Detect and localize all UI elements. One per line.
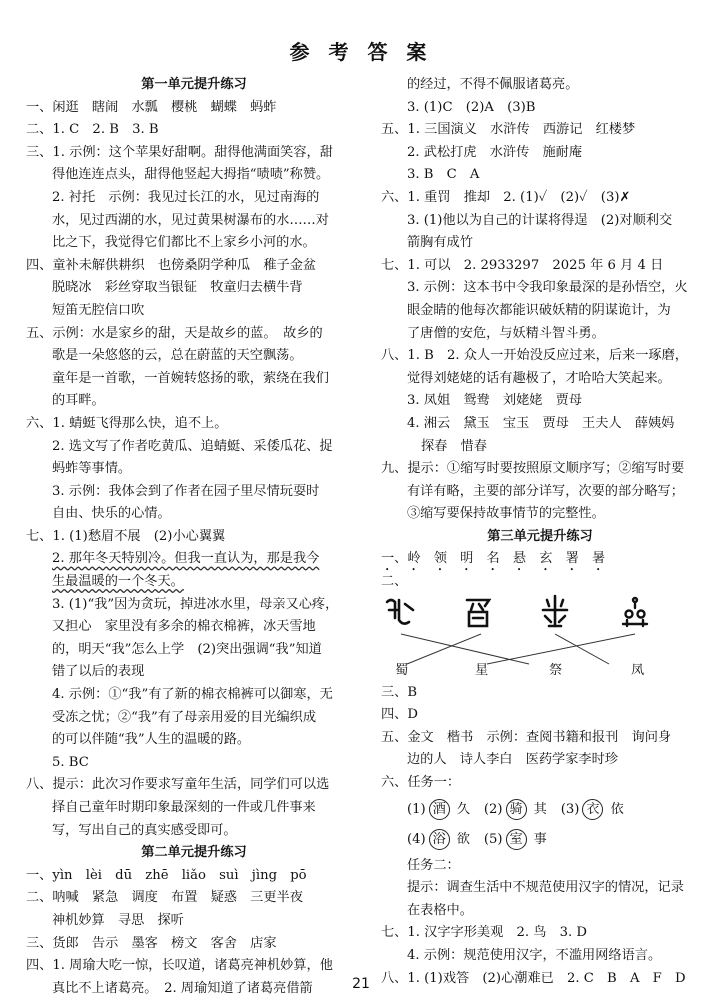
answer-line: 箭胸有成竹 xyxy=(407,235,473,251)
answer-line: 3. 示例：我体会到了作者在园子里尽情玩耍时 xyxy=(52,483,320,499)
task-row xyxy=(381,825,699,855)
answer-line: 八、1. (1)戏答 (2)心潮难已 2. C B A F D xyxy=(381,970,686,986)
answer-line: 了唐僧的安危，与妖精斗智斗勇。 xyxy=(407,325,605,341)
answer-line: 一、yìn lèi dū zhē liǎo suì jìng pō xyxy=(26,867,307,883)
page-title: 参 考 答 案 xyxy=(289,40,433,64)
answer-line: 有详有略，主要的部分详写，次要的部分略写； xyxy=(407,483,684,499)
task-item-number: (1) xyxy=(407,801,426,817)
answer-line: 3. B C A xyxy=(407,167,480,183)
circled-char: 酒 xyxy=(429,799,450,820)
ancient-xing-glyph-icon xyxy=(467,600,489,626)
answer-line: 3. (1)他以为自己的计谋将得逞 (2)对顺利交 xyxy=(407,212,673,228)
answer-line: 六、1. 蜻蜓飞得那么快，追不上。 xyxy=(26,415,228,431)
answer-line: 2. 武松打虎 水浒传 施耐庵 xyxy=(407,144,583,160)
task-row xyxy=(381,795,699,825)
left-column xyxy=(26,74,362,1000)
answer-line: 一、岭 领 明 名 悬 玄 署 暑 xyxy=(381,551,606,567)
task-item-answer: 依 xyxy=(610,801,624,817)
right-lines-c xyxy=(381,855,699,991)
answer-line: 二、呐喊 紧急 调度 布置 疑惑 三更半夜 xyxy=(26,890,303,906)
ancient-feng-glyph-icon xyxy=(623,598,647,626)
answer-line: 八、1. B 2. 众人一开始没反应过来，后来一琢磨， xyxy=(381,348,688,364)
answer-line: 写，写出自己的真实感受即可。 xyxy=(52,822,237,838)
answer-line: 短笛无腔信口吹 xyxy=(52,302,145,318)
answer-line: 水，见过西湖的水，见过黄果树瀑布的水……对 xyxy=(52,212,329,228)
answer-line: 蚂蚱等事情。 xyxy=(52,461,132,477)
answer-line: 比之下，我觉得它们都比不上家乡小河的水。 xyxy=(52,235,316,251)
answer-line: 3. (1)C (2)A (3)B xyxy=(407,99,536,115)
right-lines-a xyxy=(381,74,699,594)
ancient-char-matching xyxy=(381,594,699,682)
answer-line: 三、B xyxy=(381,684,418,700)
circled-char: 衣 xyxy=(582,799,603,820)
answer-line: 又担心 家里没有多余的棉衣棉裤，冰天雪地 xyxy=(52,619,316,635)
answer-line: 错了以后的表现 xyxy=(52,664,145,680)
answer-line: 三、货郎 告示 墨客 榜文 客舍 店家 xyxy=(26,935,277,951)
answer-line: 歌是一朵悠悠的云，总在蔚蓝的天空飘荡。 xyxy=(52,348,303,364)
answer-line: ③缩写要保持故事情节的完整性。 xyxy=(407,506,605,522)
task-one-rows xyxy=(381,795,699,855)
page-number: 21 xyxy=(352,976,370,992)
answer-line: 2. 衬托 示例：我见过长江的水，见过南海的 xyxy=(52,189,320,205)
answer-line: 五、金文 楷书 示例：查阅书籍和报刊 询问身 xyxy=(381,729,672,745)
circled-char: 骑 xyxy=(506,799,527,820)
answer-line: 择自己童年时期印象最深刻的一件或几件事来 xyxy=(52,800,316,815)
matching-diagram xyxy=(381,594,699,682)
answer-line: 4. 示例：规范使用汉字，不滥用网络语言。 xyxy=(407,948,662,963)
answer-line: 2. 那年冬天特别冷。但我一直认为，那是我今 xyxy=(52,551,320,567)
answer-line: 四、D xyxy=(381,707,418,723)
match-char-3: 祭 xyxy=(549,662,563,678)
answer-line: 的经过，不得不佩服诸葛亮。 xyxy=(407,77,579,92)
section-heading: 第二单元提升练习 xyxy=(141,845,247,861)
answer-line: 边的人 诗人李白 医药学家李时珍 xyxy=(407,752,618,768)
answer-line: 任务二： xyxy=(407,857,460,873)
section-heading: 第一单元提升练习 xyxy=(141,77,247,92)
answer-line: 一、闲逛 瞎闹 水瓢 樱桃 蝴蝶 蚂蚱 xyxy=(26,99,277,115)
match-char-2: 星 xyxy=(475,662,489,678)
answer-line: 二、1. C 2. B 3. B xyxy=(26,122,159,138)
answer-line: 七、1. 可以 2. 2933297 2025 年 6 月 4 日 xyxy=(381,257,664,273)
answer-line: 脱晓冰 彩丝穿取当银钲 牧童归去横牛背 xyxy=(52,280,303,296)
answer-line: 得他连连点头，甜得他竖起大拇指“啧啧”称赞。 xyxy=(52,167,330,183)
answer-line: 探春 惜春 xyxy=(421,438,487,454)
answer-line: 的，明天“我”怎么上学 (2)突出强调“我”知道 xyxy=(52,641,322,657)
answer-line: 五、示例：水是家乡的甜，天是故乡的蓝。 故乡的 xyxy=(26,325,323,341)
task-item-number: (2) xyxy=(483,801,503,817)
answer-line: 五、1. 三国演义 水浒传 西游记 红楼梦 xyxy=(381,122,636,138)
answer-line: 四、童补未解供耕织 也傍桑阴学种瓜 稚子金盆 xyxy=(26,257,317,273)
task-item-answer: 久 xyxy=(456,801,470,817)
answer-line: 三、1. 示例：这个苹果好甜啊。甜得他满面笑容，甜 xyxy=(26,144,333,160)
answer-line: 3. (1)“我”因为贪玩，掉进冰水里，母亲又心疼， xyxy=(52,596,339,612)
answer-line: 的可以伴随“我”人生的温暖的路。 xyxy=(52,732,251,748)
answer-line: 二、 xyxy=(381,574,408,590)
right-lines-b xyxy=(381,682,699,795)
task-item-answer: 事 xyxy=(533,831,547,847)
match-char-1: 蜀 xyxy=(395,662,409,678)
right-column xyxy=(381,74,699,990)
answer-line: 四、1. 周瑜大吃一惊，长叹道，诸葛亮神机妙算，他 xyxy=(26,958,333,974)
answer-line: 3. 凤姐 鸳鸯 刘姥姥 贾母 xyxy=(407,393,583,409)
answer-line: 的耳畔。 xyxy=(52,393,105,409)
answer-line: 生最温暖的一个冬天。 xyxy=(52,574,184,590)
answer-line: 受冻之忧；②“我”有了母亲用爱的目光编织成 xyxy=(52,709,317,725)
answer-line: 七、1. (1)愁眉不展 (2)小心翼翼 xyxy=(26,528,226,544)
answer-line: 觉得刘姥姥的话有趣极了，才哈哈大笑起来。 xyxy=(407,370,671,386)
ancient-ji-glyph-icon xyxy=(543,596,567,626)
answer-line: 3. 示例：这本书中令我印象最深的是孙悟空，火 xyxy=(407,280,688,296)
answer-line: 八、提示：此次习作要求写童年生活，同学们可以选 xyxy=(26,777,330,793)
answer-line: 六、1. 重罚 推却 2. (1)✓ (2)✓ (3)✗ xyxy=(381,189,631,205)
answer-line: 眼金睛的他每次都能识破妖精的阴谋诡计，为 xyxy=(407,302,671,318)
answer-line: 六、任务一： xyxy=(381,775,461,791)
answer-line: 2. 选文写了作者吃黄瓜、追蜻蜓、采倭瓜花、捉 xyxy=(52,438,333,454)
answer-line: 提示：调查生活中不规范使用汉字的情况，记录 xyxy=(407,880,684,896)
answer-line: 4. 湘云 黛玉 宝玉 贾母 王夫人 薛姨妈 xyxy=(407,415,675,431)
answer-line: 4. 示例：①“我”有了新的棉衣棉裤可以御寒，无 xyxy=(52,687,333,703)
match-char-4: 凤 xyxy=(631,662,645,678)
answer-line: 5. BC xyxy=(52,754,89,770)
task-item-number: (3) xyxy=(560,801,580,817)
task-item-number: (4) xyxy=(407,831,426,847)
task-item-number: (5) xyxy=(483,831,503,847)
answer-line: 七、1. 汉字字形美观 2. 鸟 3. D xyxy=(381,925,587,941)
answer-line: 自由、快乐的心情。 xyxy=(52,506,171,522)
answer-line: 神机妙算 寻思 探听 xyxy=(52,912,184,928)
circled-char: 室 xyxy=(506,829,527,850)
ancient-shu-glyph-icon xyxy=(387,600,413,624)
answer-line: 在表格中。 xyxy=(407,902,473,918)
task-item-answer: 欲 xyxy=(456,831,470,847)
circled-char: 浴 xyxy=(429,829,450,850)
answer-line: 九、提示：①缩写时要按照原文顺序写；②缩写时要 xyxy=(381,461,685,477)
task-item-answer: 其 xyxy=(533,801,547,817)
answer-line: 真比不上诸葛亮。 2. 周瑜知道了诸葛亮借箭 xyxy=(52,980,313,996)
answer-line: 童年是一首歌，一首婉转悠扬的歌，萦绕在我们 xyxy=(52,370,329,386)
section-heading: 第三单元提升练习 xyxy=(487,528,593,544)
